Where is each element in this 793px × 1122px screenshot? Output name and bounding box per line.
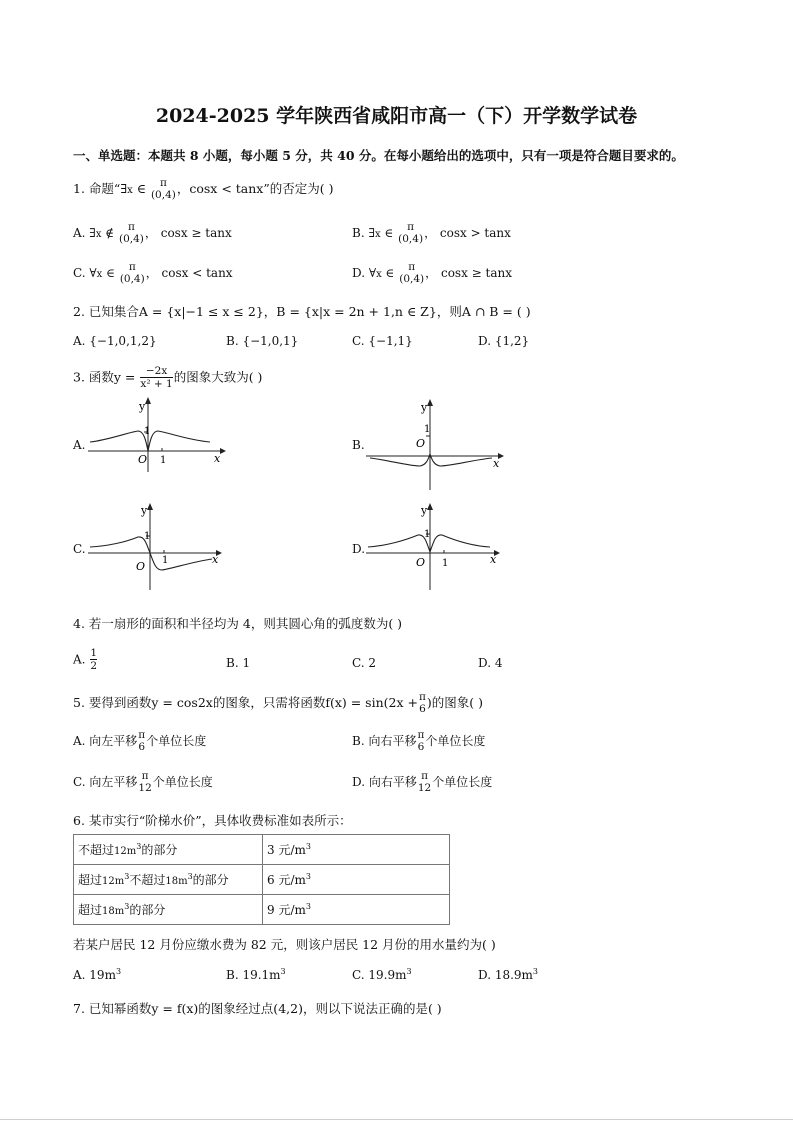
y-label: y (421, 504, 428, 517)
y-label: y (421, 401, 428, 414)
q3-graph-b[interactable] (366, 396, 506, 492)
q5-option-c[interactable]: C. 向左平移 π 12 个单位长度 (73, 770, 213, 795)
range-cell: 不超过$12m^3$的部分 (74, 835, 263, 865)
question-7: 7. 已知幂函数y = f(x)的图象经过点(4,2)，则以下说法正确的是( ) (73, 1001, 442, 1016)
q1-var: x (127, 185, 133, 197)
y-axis-arrow (147, 503, 153, 510)
x-axis-arrow (220, 448, 226, 454)
question-3: 3. 函数y = $\frac{-2x}{\text{x² + 1}}$ 的图象大致为( ) (73, 365, 263, 391)
q2-option-d[interactable]: D. {1,2} (478, 334, 530, 348)
q4-option-a[interactable]: A. $\frac{1}{2}$ (73, 647, 97, 673)
origin-label: O (136, 560, 146, 573)
page-title: 2024-2025 学年陕西省咸阳市高一（下）开学数学试卷 (155, 105, 638, 127)
x-tick-label: 1 (160, 455, 167, 466)
q6-option-d[interactable]: D. $18.9m^3$ (478, 967, 539, 982)
y-axis-arrow (427, 399, 433, 406)
q6-question: 若某户居民 12 月份应缴水费为 82 元，则该户居民 12 月份的用水量约为( ) (73, 937, 496, 952)
range-cell: 超过$18m^3$的部分 (74, 895, 263, 925)
q1-post: ，cosx < tanx”的否定为( ) (176, 181, 334, 197)
q1-option-d[interactable]: D. ∀x ∈ π (0,4) ， cosx ≥ tanx (352, 261, 513, 286)
y-label: y (139, 400, 146, 413)
question-5: 5. 要得到函数y = cos2x的图象，只需将函数f(x) = sin(2x + π 6 )的图象( ) (73, 691, 483, 716)
q5-option-b[interactable]: B. 向右平移 π 6 个单位长度 (352, 729, 486, 754)
q1-option-a[interactable]: A. ∃x ∉ π (0,4) ， cosx ≥ tanx (73, 221, 232, 246)
q2-option-b[interactable]: B. {−1,0,1} (226, 334, 299, 348)
y-axis-arrow (145, 397, 151, 404)
q2-option-a[interactable]: A. {−1,0,1,2} (73, 334, 157, 348)
q6-option-a[interactable]: A. $19m^3$ (73, 967, 122, 982)
origin-label: O (416, 556, 426, 569)
table-row (74, 835, 450, 865)
y-tick-label: 1 (144, 426, 151, 437)
water-price-table (73, 834, 450, 925)
q1-in: ∈ (136, 181, 146, 197)
q4-option-d[interactable]: D. 4 (478, 656, 503, 670)
q6-option-c[interactable]: C. $19.9m^3$ (352, 967, 412, 982)
price-cell: 9 元$/m^3$ (263, 895, 450, 925)
q3-graph-d[interactable] (366, 500, 506, 592)
question-1 (73, 178, 333, 201)
q1-interval: π (0,4) (150, 177, 176, 202)
y-axis-arrow (427, 503, 433, 510)
y-tick-label: 1 (144, 531, 151, 542)
q3-option-b[interactable]: B. (352, 438, 365, 452)
q3-fraction: $\frac{-2x}{\text{x² + 1}}$ (140, 365, 173, 391)
origin-label: O (416, 437, 426, 450)
range-cell: 超过$12m^3$不超过$18m^3$的部分 (74, 865, 263, 895)
q1-option-c[interactable]: C. ∀x ∈ π (0,4) ， cosx < tanx (73, 261, 233, 286)
table-row (74, 895, 450, 925)
question-4: 4. 若一扇形的面积和半径均为 4，则其圆心角的弧度数为( ) (73, 616, 403, 631)
q3-graph-a[interactable] (88, 396, 228, 472)
x-label: x (493, 457, 500, 470)
price-cell: 3 元$/m^3$ (263, 835, 450, 865)
question-6: 6. 某市实行“阶梯水价”，具体收费标准如表所示： (73, 813, 352, 828)
price-cell: 6 元$/m^3$ (263, 865, 450, 895)
section-heading: 一、单选题：本题共 8 小题，每小题 5 分，共 40 分。在每小题给出的选项中，只有一项是符合题目要求的。 (73, 148, 684, 163)
q3-option-c[interactable]: C. (73, 542, 86, 556)
q4-option-c[interactable]: C. 2 (352, 656, 377, 670)
q3-graph-c[interactable] (88, 500, 228, 592)
page-bottom-divider (0, 1119, 793, 1120)
q4-option-b[interactable]: B. 1 (226, 656, 251, 670)
q5-option-d[interactable]: D. 向右平移 π 12 个单位长度 (352, 770, 493, 795)
origin-label: O (138, 453, 148, 466)
y-tick-label: 1 (424, 424, 431, 435)
x-label: x (214, 452, 221, 465)
question-2: 2. 已知集合A = {x|−1 ≤ x ≤ 2}，B = {x|x = 2n + 1,n ∈ Z}，则A ∩ B = ( ) (73, 304, 531, 319)
q1-pre: 1. 命题“∃ (73, 181, 128, 197)
q5-option-a[interactable]: A. 向左平移 π 6 个单位长度 (73, 729, 207, 754)
y-label: y (141, 504, 148, 517)
y-tick-label: 1 (424, 529, 431, 540)
q1-option-b[interactable]: B. ∃x ∈ π (0,4) ， cosx > tanx (352, 221, 511, 246)
q6-option-b[interactable]: B. $19.1m^3$ (226, 967, 286, 982)
q3-option-d[interactable]: D. (352, 542, 366, 556)
x-label: x (212, 553, 219, 566)
q3-option-a[interactable]: A. (73, 438, 86, 452)
q5-fraction: π 6 (418, 691, 426, 716)
q2-option-c[interactable]: C. {−1,1} (352, 334, 413, 348)
x-label: x (490, 553, 497, 566)
x-tick-label: 1 (162, 555, 169, 566)
table-row (74, 865, 450, 895)
x-tick-label: 1 (442, 558, 449, 569)
